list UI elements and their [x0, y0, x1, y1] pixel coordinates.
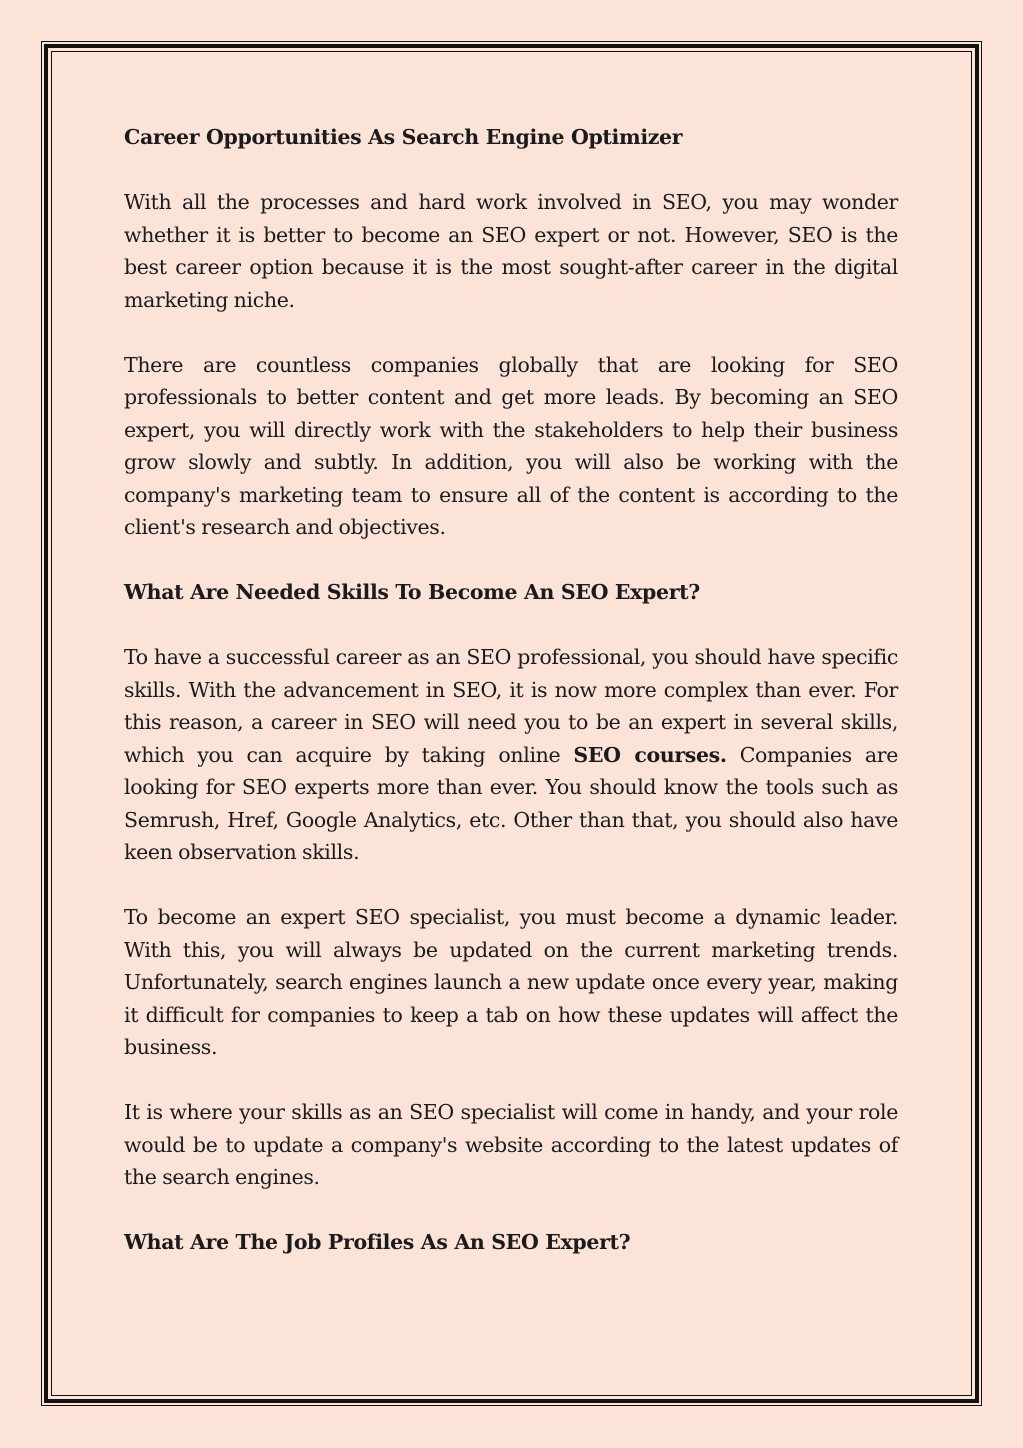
paragraph-skills-text-start: To have a successful career as an SEO professional, you should have specific skills. With the advancement in SEO, it is now more complex than ever. For this reason, a career in SEO will need you to be an expert in several skills, which you can acquire by taking online: [124, 645, 898, 767]
section-heading-needed-skills: What Are Needed Skills To Become An SEO Expert?: [124, 580, 700, 604]
spacer: [124, 316, 898, 349]
section-heading-job-profiles: What Are The Job Profiles As An SEO Expert?: [124, 1230, 631, 1254]
paragraph-skills-text-end: Companies are looking for SEO experts more than ever. You should know the tools such as Semrush, Href, Google Analytics, etc. Other than that, you should also have keen observation skills.: [124, 742, 898, 864]
paragraph-companies-looking: There are countless companies globally that are looking for SEO professionals to better content and get more leads. By becoming an SEO expert, you will directly work with the stakeholders to help their business grow slowly and subtly. In addition, you will also be working with the company's marketing team to ensure all of the content is according to the client's research and objectives.: [124, 352, 898, 539]
paragraph-skills: [124, 641, 898, 869]
spacer: [124, 154, 898, 187]
paragraph-dynamic-leader: To become an expert SEO specialist, you must become a dynamic leader. With this, you will always be updated on the current marketing trends. Unfortunately, search engines launch a new update once every year, making it difficult for companies to keep a tab on how these updates will affect the business.: [124, 905, 898, 1059]
spacer: [124, 1064, 898, 1097]
paragraph-specialist-role: It is where your skills as an SEO specialist will come in handy, and your role would be to update a company's website according to the latest updates of the search engines.: [124, 1100, 898, 1189]
seo-courses-link[interactable]: SEO courses.: [573, 742, 727, 767]
spacer: [124, 869, 898, 902]
spacer: [124, 544, 898, 577]
section-heading-career-opportunities: Career Opportunities As Search Engine Optimizer: [124, 125, 683, 149]
document-body: [124, 121, 898, 1259]
paragraph-seo-best-career: With all the processes and hard work involved in SEO, you may wonder whether it is better to become an SEO expert or not. However, SEO is the best career option because it is the most sought-after career in the digital marketing niche.: [124, 190, 898, 312]
spacer: [124, 1194, 898, 1227]
spacer: [124, 609, 898, 642]
